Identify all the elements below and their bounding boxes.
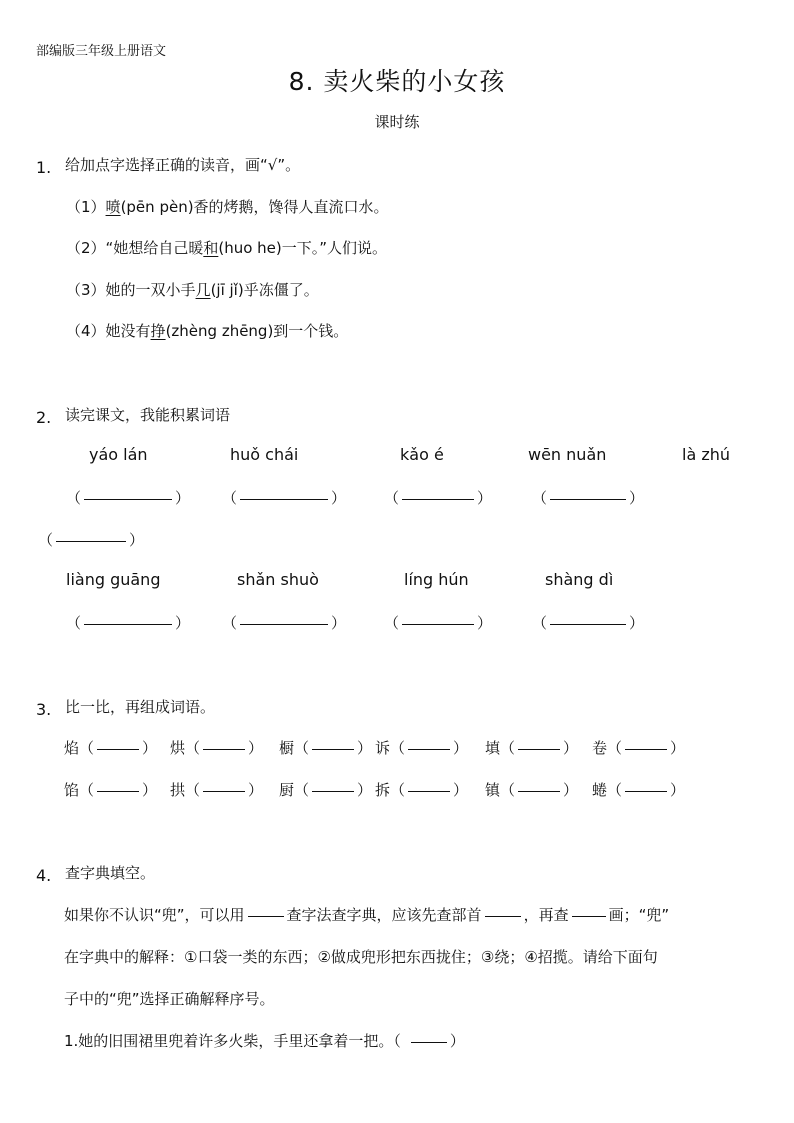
q1-item-1-pre: （1） bbox=[66, 198, 106, 216]
q1-item-3-post: (jī jǐ)乎冻僵了。 bbox=[210, 281, 319, 299]
q1-item-3-char: 几 bbox=[195, 281, 211, 299]
q1-item-4-post: (zhèng zhēng)到一个钱。 bbox=[165, 322, 349, 340]
pinyin-huochai: huǒ chái bbox=[230, 445, 299, 464]
pinyin-wennuan: wēn nuǎn bbox=[528, 445, 607, 464]
pinyin-shangdi: shàng dì bbox=[545, 570, 614, 589]
pinyin-lazhu: là zhú bbox=[682, 445, 731, 464]
answer-blank-shanshuo[interactable]: （ ） bbox=[222, 614, 347, 632]
answer-blank-lazhu[interactable]: （ ） bbox=[38, 531, 145, 549]
q4-sentence-1[interactable]: 1.她的旧围裙里兜着许多火柴，手里还拿着一把。（ ） bbox=[64, 1032, 465, 1050]
q1-item-2-pre: （2）“她想给自己暖 bbox=[66, 239, 204, 257]
compare-item-2[interactable]: 烘（ ） bbox=[170, 739, 264, 757]
compare-item-3[interactable]: 橱（ ） bbox=[279, 739, 373, 757]
q1-item-1 bbox=[66, 196, 389, 217]
pinyin-liangguang: liàng guāng bbox=[66, 570, 161, 589]
q3-number: 3. bbox=[36, 700, 52, 719]
q1-item-4-char: 挣 bbox=[150, 322, 166, 340]
compare-item-5[interactable]: 填（ ） bbox=[485, 739, 579, 757]
q1-item-2-char: 和 bbox=[203, 239, 219, 257]
compare-item-12[interactable]: 蜷（ ） bbox=[592, 781, 686, 799]
compare-item-9[interactable]: 厨（ ） bbox=[279, 781, 373, 799]
answer-blank-shangdi[interactable]: （ ） bbox=[532, 614, 645, 632]
q4-line-2: 在字典中的解释：①口袋一类的东西；②做成兜形把东西拢住；③绕；④招揽。请给下面句 bbox=[64, 948, 658, 966]
q1-number: 1. bbox=[36, 158, 52, 177]
answer-blank-liangguang[interactable]: （ ） bbox=[66, 614, 191, 632]
lesson-subtitle: 课时练 bbox=[374, 113, 420, 131]
q3-text: 比一比，再组成词语。 bbox=[65, 698, 216, 716]
compare-item-4[interactable]: 诉（ ） bbox=[375, 739, 469, 757]
q1-item-4-pre: （4）她没有 bbox=[66, 322, 151, 340]
answer-blank-huochai[interactable]: （ ） bbox=[222, 489, 347, 507]
pinyin-shanshuo: shǎn shuò bbox=[237, 570, 319, 589]
pinyin-yaolan: yáo lán bbox=[89, 445, 148, 464]
answer-blank-wennuan[interactable]: （ ） bbox=[532, 489, 645, 507]
compare-item-11[interactable]: 镇（ ） bbox=[485, 781, 579, 799]
q4-line-1: 如果你不认识“兜”，可以用 查字法查字典，应该先查部首 ，再查 画；“兜” bbox=[64, 906, 670, 924]
q4-line-3: 子中的“兜”选择正确解释序号。 bbox=[64, 990, 275, 1008]
q2-number: 2. bbox=[36, 408, 52, 427]
radical-blank[interactable] bbox=[485, 915, 521, 917]
lesson-title: 8. 卖火柴的小女孩 bbox=[288, 67, 506, 96]
answer-blank-kaoe[interactable]: （ ） bbox=[384, 489, 493, 507]
q1-item-2 bbox=[66, 237, 387, 258]
compare-item-6[interactable]: 卷（ ） bbox=[592, 739, 686, 757]
compare-item-10[interactable]: 拆（ ） bbox=[375, 781, 469, 799]
q1-item-3 bbox=[66, 279, 319, 300]
q1-item-3-pre: （3）她的一双小手 bbox=[66, 281, 196, 299]
strokes-blank[interactable] bbox=[572, 915, 606, 917]
answer-blank-yaolan[interactable]: （ ） bbox=[66, 489, 191, 507]
method-blank[interactable] bbox=[248, 915, 284, 917]
q1-item-1-post: (pēn pèn)香的烤鹅，馋得人直流口水。 bbox=[120, 198, 389, 216]
q1-item-2-post: (huo he)一下。”人们说。 bbox=[218, 239, 388, 257]
document-header: 部编版三年级上册语文 bbox=[36, 44, 167, 59]
compare-item-8[interactable]: 拱（ ） bbox=[170, 781, 264, 799]
q4-number: 4. bbox=[36, 866, 52, 885]
q4-text: 查字典填空。 bbox=[65, 864, 156, 882]
compare-item-7[interactable]: 馅（ ） bbox=[64, 781, 158, 799]
pinyin-kaoe: kǎo é bbox=[400, 445, 444, 464]
answer-blank-linghun[interactable]: （ ） bbox=[384, 614, 493, 632]
compare-item-1[interactable]: 焰（ ） bbox=[64, 739, 158, 757]
q1-item-1-char: 喷 bbox=[105, 198, 121, 216]
q2-text: 读完课文，我能积累词语 bbox=[65, 406, 231, 424]
q1-text: 给加点字选择正确的读音，画“√”。 bbox=[65, 156, 301, 174]
pinyin-linghun: líng hún bbox=[404, 570, 469, 589]
q1-item-4 bbox=[66, 320, 348, 341]
